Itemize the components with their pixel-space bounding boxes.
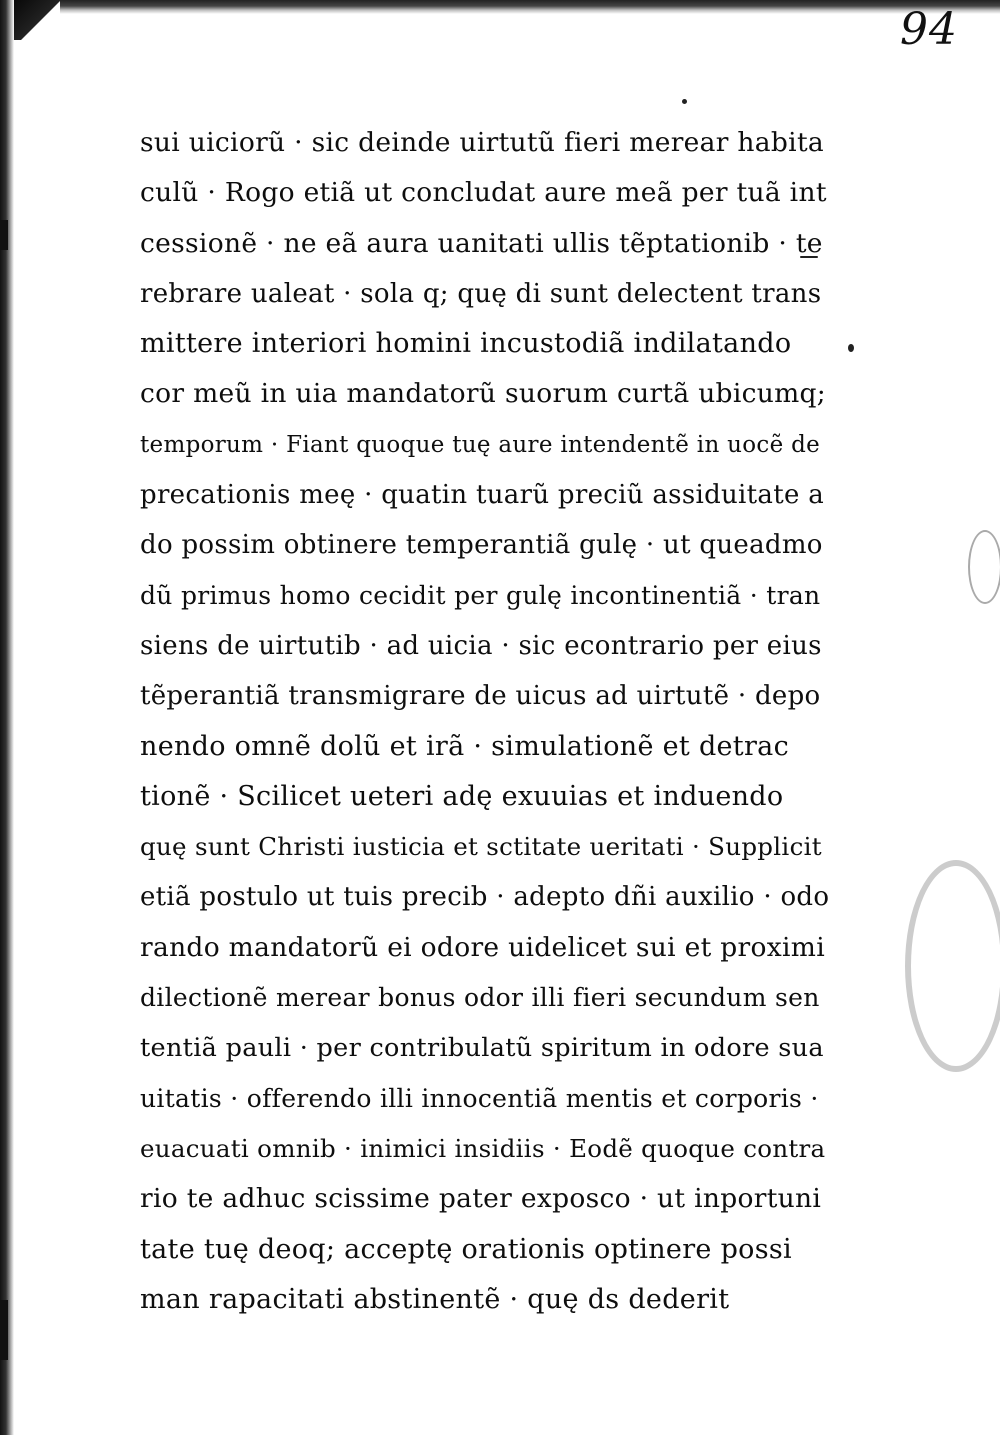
text-line: tionẽ · Scilicet ueteri adę exuuias et induendo: [140, 780, 784, 812]
text-line: dilectionẽ merear bonus odor illi fieri secundum sen: [140, 983, 820, 1013]
text-line: man rapacitati abstinentẽ · quę ds dederit: [140, 1283, 730, 1315]
text-line: sui uiciorũ · sic deinde uirtutũ fieri merear habita: [140, 127, 824, 158]
page-border-left: [0, 0, 14, 1435]
ink-speck: [848, 344, 854, 352]
text-line: uitatis · offerendo illi innocentiã mentis et corporis ·: [140, 1083, 819, 1113]
text-line: rio te adhuc scissime pater exposco · ut inportuni: [140, 1183, 822, 1215]
text-line: precationis meę · quatin tuarũ preciũ assiduitate a: [140, 480, 825, 511]
left-edge-mark-upper: [0, 220, 8, 250]
text-line: temporum · Fiant quoque tuę aure intendentẽ in uocẽ de: [140, 431, 821, 458]
folio-number: 94: [900, 4, 958, 55]
margin-stain: [905, 860, 1000, 1072]
text-line: rebrare ualeat · sola q; quę di sunt delectent trans: [140, 278, 822, 309]
text-line: cor meũ in uia mandatorũ suorum curtã ubicumq;: [140, 378, 827, 410]
text-line: tate tuę deoq; acceptę orationis optinere possi: [140, 1233, 792, 1265]
text-line: tentiã pauli · per contribulatũ spiritum in odore sua: [140, 1033, 824, 1064]
text-line: mittere interiori homini incustodiã indilatando: [140, 328, 792, 360]
text-line: culũ · Rogo etiã ut concludat aure meã per tuã int: [140, 177, 827, 209]
manuscript-text-block: [140, 118, 830, 1325]
text-line: siens de uirtutib · ad uicia · sic econtrario per eius: [140, 630, 822, 661]
left-edge-mark-lower: [0, 1300, 8, 1360]
text-line: dũ primus homo cecidit per gulę incontinentiã · tran: [140, 580, 821, 610]
text-line: tẽperantiã transmigrare de uicus ad uirtutẽ · depo: [140, 681, 821, 712]
ink-speck: [682, 99, 687, 104]
text-line: cessionẽ · ne eã aura uanitati ullis tẽptationib · te: [140, 227, 823, 259]
text-line: etiã postulo ut tuis precib · adepto dñi auxilio · odo: [140, 882, 830, 913]
page-border-top: [60, 0, 1000, 14]
text-line: rando mandatorũ ei odore uidelicet sui et proximi: [140, 931, 825, 963]
text-line: nendo omnẽ dolũ et irã · simulationẽ et detrac: [140, 730, 789, 762]
text-line: do possim obtinere temperantiã gulę · ut queadmo: [140, 530, 823, 561]
margin-stain: [968, 530, 1000, 604]
text-line: quę sunt Christi iusticia et sctitate ueritati · Supplicit: [140, 832, 822, 862]
text-line: euacuati omnib · inimici insidiis · Eodẽ quoque contra: [140, 1133, 826, 1163]
